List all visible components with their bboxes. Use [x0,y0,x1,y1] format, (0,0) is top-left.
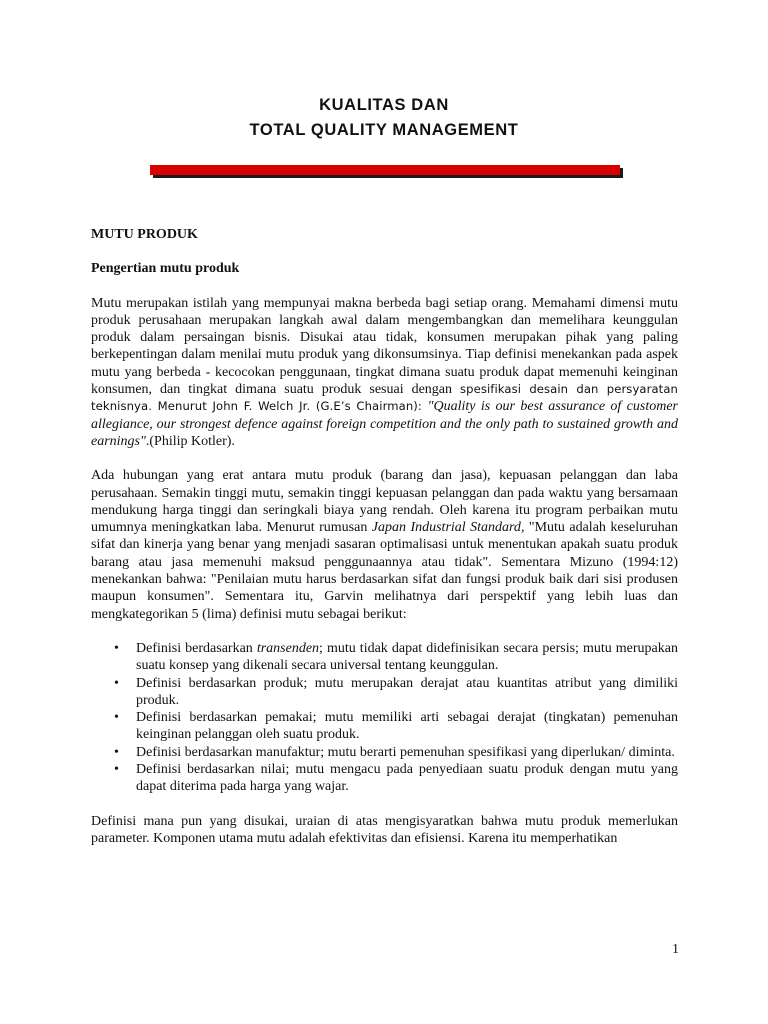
quote-source: .(Philip Kotler). [145,433,235,449]
list-item: • Definisi berdasarkan manufaktur; mutu berarti pemenuhan spesifikasi yang diperlukan/ diminta. [136,744,678,761]
paragraph-2-italic: Japan Industrial Standard [371,520,521,536]
paragraph-1-spec-text: spesifikasi desain dan persyaratan teknisnya. Menurut John F. Welch Jr. (G.E’s Chairman): [91,382,678,414]
title-line-1: KUALITAS DAN [319,96,449,114]
paragraph-2-text-after: , "Mutu adalah keseluruhan sifat dan kinerja yang benar yang menjadi sasaran optimalisasi untuk menentukan apakah suatu produk barang atau jasa memenuhi maksud penggunaannya atau tidak". Sementara Mizuno (1994:12) menekankan bahwa: "Penilaian mutu harus berdasarkan sifat dan fungsi produk baik dari sisi produsen maupun konsumen". Sementara itu, Garvin melihatnya dari perspektif yang lebih luas dan mengkategorikan 5 (lima) definisi mutu sebagai berikut: [91,520,678,622]
subheading: Pengertian mutu produk [91,261,240,277]
document-title [0,93,768,143]
definition-list [91,640,678,796]
document-body [91,226,678,847]
paragraph-2 [91,467,678,623]
list-item [136,640,678,675]
paragraph-1 [91,295,678,451]
list-item: • Definisi berdasarkan produk; mutu merupakan derajat atau kuantitas atribut yang dimiliki produk. [136,675,678,710]
page-number: 1 [672,942,679,957]
title-line-2: TOTAL QUALITY MANAGEMENT [249,121,519,139]
bullet-1-after: ; mutu tidak dapat didefinisikan secara persis; mutu merupakan suatu konsep yang dikenali secara universal tentang keunggulan. [136,640,678,674]
list-item: • Definisi berdasarkan pemakai; mutu memiliki arti sebagai derajat (tingkatan) pemenuhan keinginan pelanggan oleh suatu produk. [136,709,678,744]
welch-quote: "Quality is our best assurance of customer allegiance, our strongest defence against foreign competition and the only path to sustained growth and earnings" [91,399,679,449]
bullet-1-italic: transenden [256,640,320,656]
title-divider-bar [150,165,620,175]
paragraph-2-text-before: Ada hubungan yang erat antara mutu produk (barang dan jasa), kepuasan pelanggan dan laba perusahaan. Semakin tinggi mutu, semakin tinggi kepuasan pelanggan dan pada waktu yang bersamaan mendukung harga tinggi dan seringkali biaya yang rendah. Oleh karena itu program perbaikan mutu umumnya meningkatkan laba. Menurut rumusan [91,468,678,536]
list-item: • Definisi berdasarkan nilai; mutu mengacu pada penyediaan suatu produk dengan mutu yang dapat diterima pada harga yang wajar. [136,761,678,796]
bullet-1-before: Definisi berdasarkan [136,640,257,656]
section-heading: MUTU PRODUK [91,227,198,242]
paragraph-3: Definisi mana pun yang disukai, uraian di atas mengisyaratkan bahwa mutu produk memerlukan parameter. Komponen utama mutu adalah efektivitas dan efisiensi. Karena itu memperhatikan [91,813,678,846]
paragraph-1-text: Mutu merupakan istilah yang mempunyai makna berbeda bagi setiap orang. Memahami dimensi mutu produk perusahaan merupakan langkah awal dalam mengembangkan dan memelihara keunggulan produk dalam persaingan bisnis. Disukai atau tidak, konsumen merupakan pihak yang paling berkepentingan dalam menilai mutu produk yang dikonsumsinya. Tiap definisi menekankan pada aspek mutu yang berbeda - kecocokan penggunaan, tingkat dimana suatu produk dapat memenuhi keinginan konsumen, dan tingkat dimana suatu produk sesuai dengan [91,295,678,398]
